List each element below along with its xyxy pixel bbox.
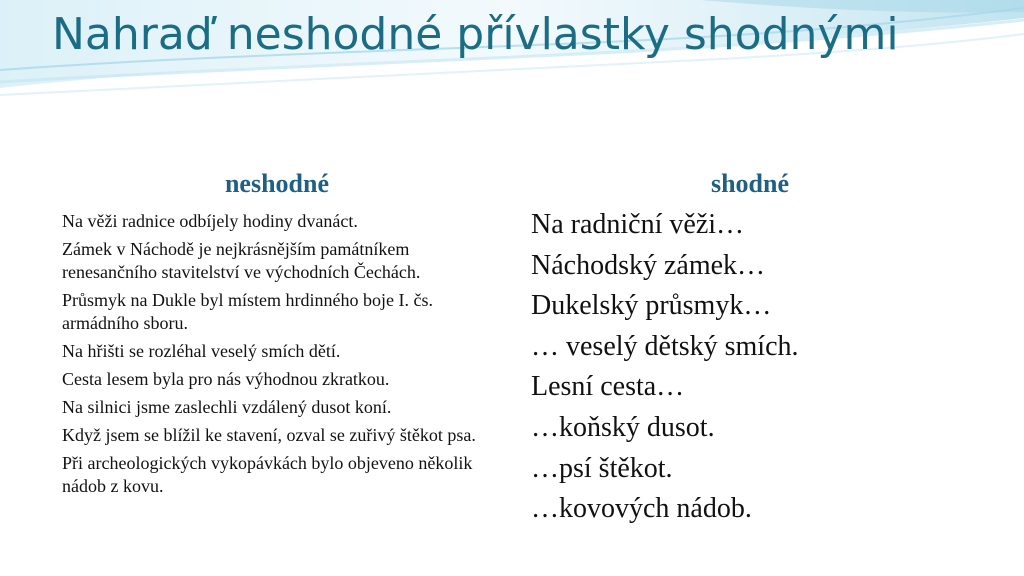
list-item: Dukelský průsmyk…	[531, 290, 772, 322]
list-item: Při archeologických vykopávkách bylo objeveno několik nádob z kovu.	[62, 453, 473, 496]
list-item: …kovových nádob.	[531, 493, 752, 525]
list-item: Na věži radnice odbíjely hodiny dvanáct.	[62, 211, 358, 231]
list-item: Lesní cesta…	[531, 371, 685, 403]
list-item: …psí štěkot.	[531, 452, 673, 484]
column-heading-shodne: shodné	[710, 169, 790, 198]
slide-title: Nahraď neshodné přívlastky shodnými	[52, 9, 899, 60]
list-item: … veselý dětský smích.	[531, 330, 799, 362]
list-item: Na silnici jsme zaslechli vzdálený dusot koní.	[62, 397, 392, 417]
list-item: Když jsem se blížil ke stavení, ozval se zuřivý štěkot psa.	[62, 425, 476, 445]
list-item: …koňský dusot.	[531, 411, 715, 443]
list-item: Zámek v Náchodě je nejkrásnějším památníkem renesančního stavitelství ve východních Čechách.	[62, 239, 421, 282]
list-item: Náchodský zámek…	[531, 249, 766, 281]
neshodne-sentence-list	[62, 210, 492, 503]
list-item: Na hřišti se rozléhal veselý smích dětí.	[62, 341, 341, 361]
list-item: Na radniční věži…	[531, 209, 745, 240]
column-heading-neshodne: neshodné	[224, 169, 330, 198]
shodne-phrase-list	[531, 205, 1001, 530]
list-item: Průsmyk na Dukle byl místem hrdinného boje I. čs. armádního sboru.	[62, 290, 433, 333]
list-item: Cesta lesem byla pro nás výhodnou zkratkou.	[62, 369, 390, 389]
